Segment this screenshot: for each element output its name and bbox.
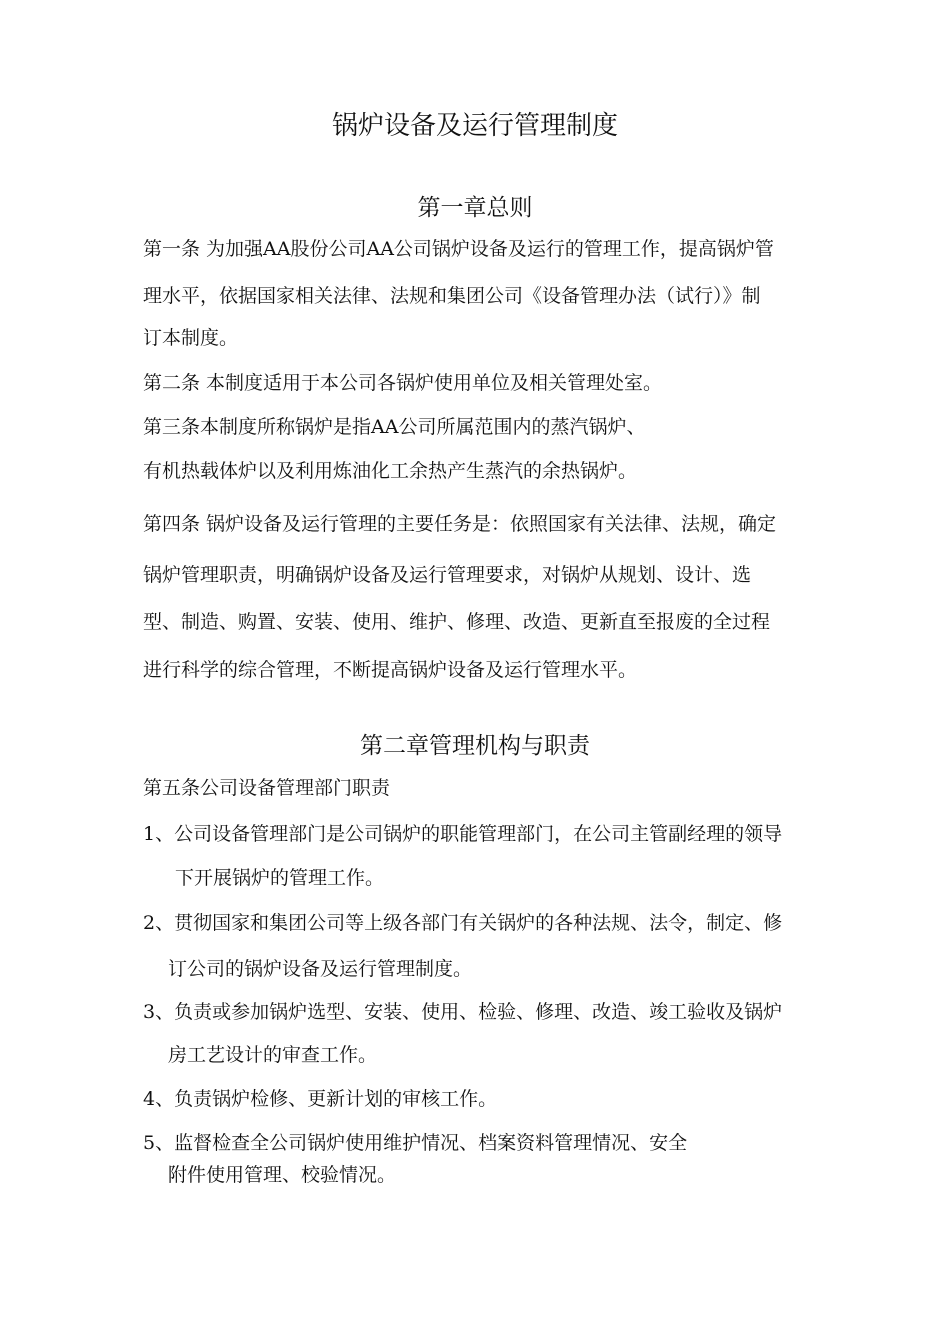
article-4-line-4: 进行科学的综合管理，不断提高锅炉设备及运行管理水平。 <box>143 659 638 681</box>
article-4-line-3: 型、制造、购置、安装、使用、维护、修理、改造、更新直至报废的全过程 <box>143 611 771 633</box>
chapter-2-heading: 第二章管理机构与职责 <box>360 733 590 759</box>
item-3-line-1: 3、负责或参加锅炉选型、安装、使用、检验、修理、改造、竣工验收及锅炉 <box>143 1001 783 1023</box>
article-5-heading: 第五条公司设备管理部门职责 <box>143 777 391 799</box>
item-5-line-2: 附件使用管理、校验情况。 <box>168 1164 397 1186</box>
article-4-line-2: 锅炉管理职责，明确锅炉设备及运行管理要求，对锅炉从规划、设计、选 <box>143 564 752 586</box>
article-1-line-1: 第一条 为加强AA股份公司AA公司锅炉设备及运行的管理工作，提高锅炉管 <box>143 238 774 260</box>
item-1-line-1: 1、公司设备管理部门是公司锅炉的职能管理部门，在公司主管副经理的领导 <box>143 823 783 845</box>
article-2-line-1: 第二条 本制度适用于本公司各锅炉使用单位及相关管理处室。 <box>143 372 663 394</box>
item-4-line-1: 4、负责锅炉检修、更新计划的审核工作。 <box>143 1088 498 1110</box>
article-1-line-3: 订本制度。 <box>143 327 239 349</box>
item-5-line-1: 5、监督检查全公司锅炉使用维护情况、档案资料管理情况、安全 <box>143 1132 688 1154</box>
item-3-line-2: 房工艺设计的审查工作。 <box>168 1044 378 1066</box>
article-1-line-2: 理水平，依据国家相关法律、法规和集团公司《设备管理办法（试行）》制 <box>143 285 761 307</box>
item-2-line-2: 订公司的锅炉设备及运行管理制度。 <box>168 958 473 980</box>
article-3-line-2: 有机热载体炉以及利用炼油化工余热产生蒸汽的余热锅炉。 <box>143 460 638 482</box>
item-2-line-1: 2、贯彻国家和集团公司等上级各部门有关锅炉的各种法规、法令，制定、修 <box>143 912 783 934</box>
document-title: 锅炉设备及运行管理制度 <box>331 111 618 141</box>
article-3-line-1: 第三条本制度所称锅炉是指AA公司所属范围内的蒸汽锅炉、 <box>143 416 646 438</box>
item-1-line-2: 下开展锅炉的管理工作。 <box>175 867 385 889</box>
article-4-line-1: 第四条 锅炉设备及运行管理的主要任务是：依照国家有关法律、法规，确定 <box>143 513 777 535</box>
chapter-1-heading: 第一章总则 <box>417 195 533 221</box>
